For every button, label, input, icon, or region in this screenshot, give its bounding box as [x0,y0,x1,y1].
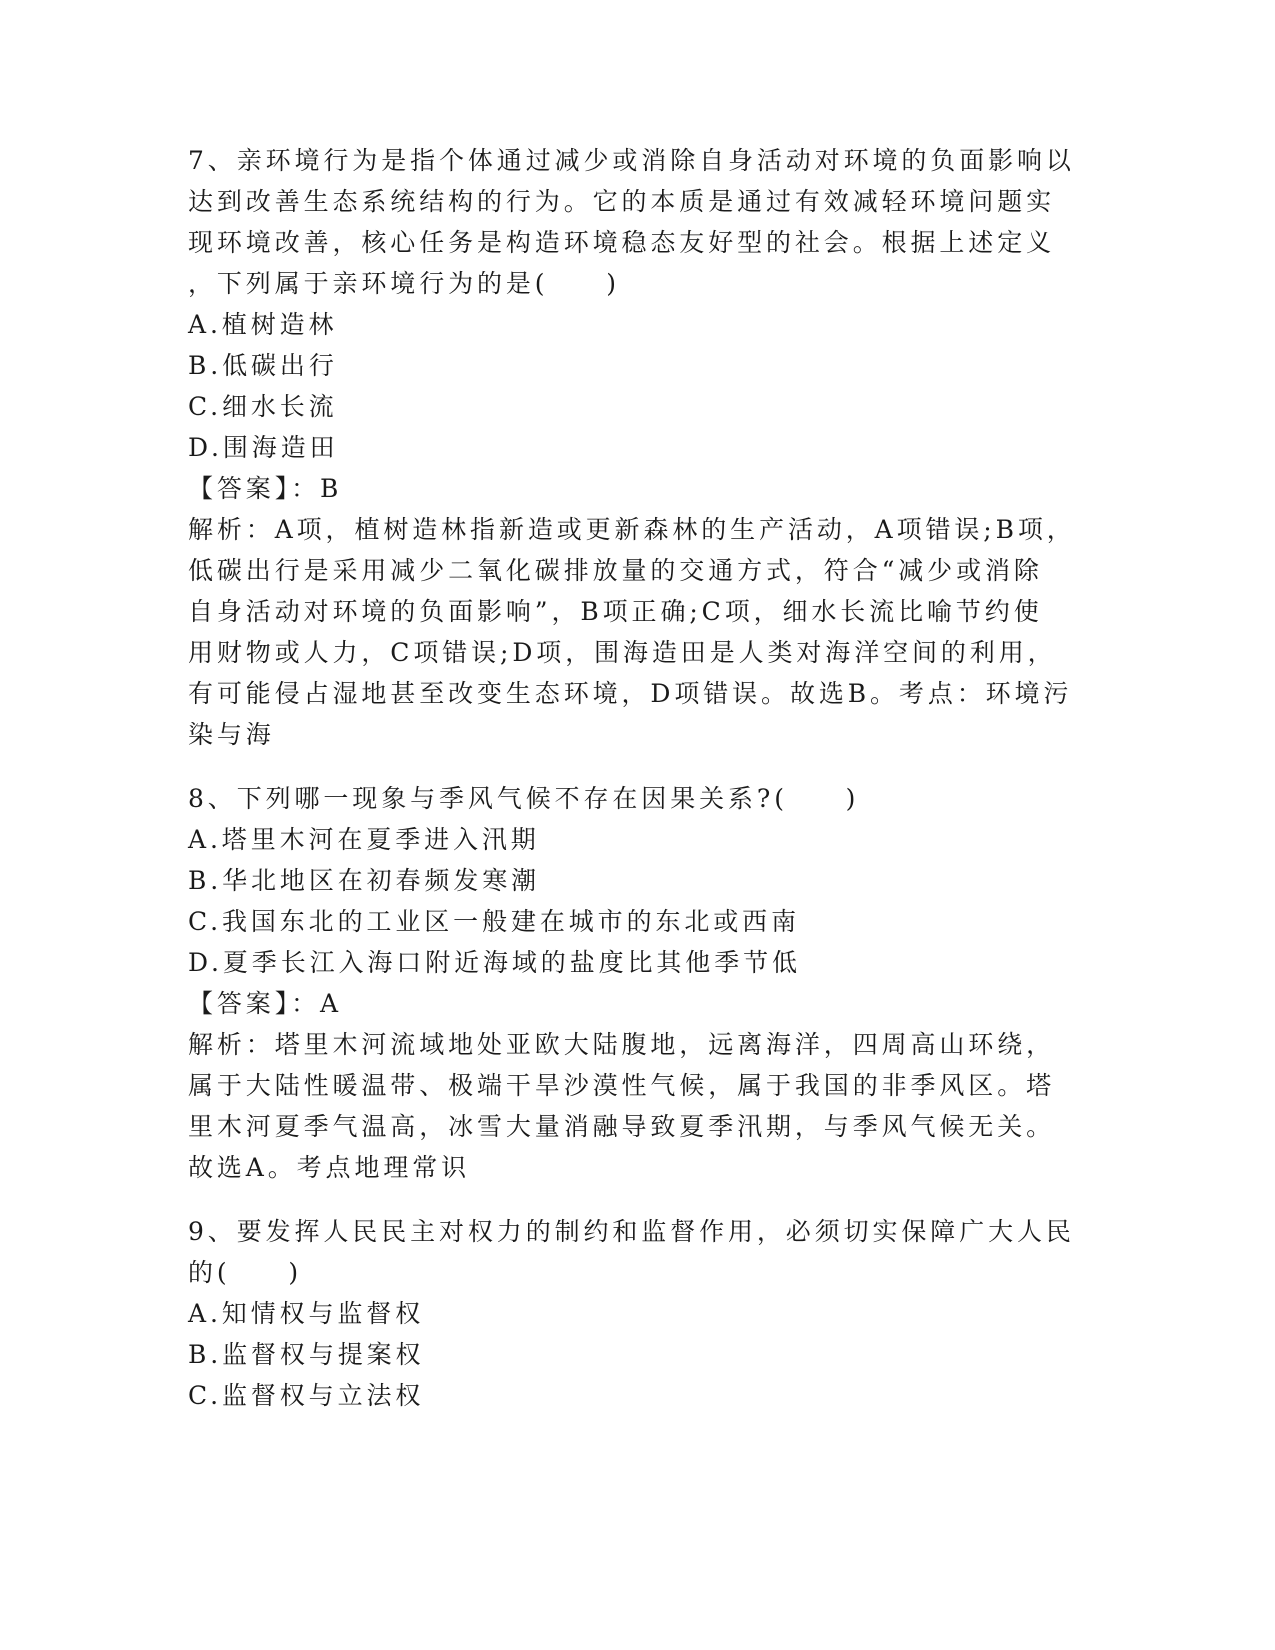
q7-option-c: C.细水长流 [188,392,338,421]
q7-stem-line: ，下列属于亲环境行为的是( ) [188,269,620,298]
q8-analysis-line: 里木河夏季气温高，冰雪大量消融导致夏季汛期，与季风气候无关。 [188,1112,1056,1141]
q8-answer: 【答案】：A [188,989,342,1018]
q7-analysis-line: 染与海 [188,720,275,749]
q9-stem-line: 的( ) [188,1258,303,1287]
q7-analysis-line: 解析：A项，植树造林指新造或更新森林的生产活动，A项错误;B项， [188,515,1076,544]
q9-option-a: A.知情权与监督权 [188,1299,425,1328]
q7-analysis-line: 自身活动对环境的负面影响”，B项正确;C项，细水长流比喻节约使 [188,597,1043,626]
q7-analysis-line: 用财物或人力，C项错误;D项，围海造田是人类对海洋空间的利用， [188,638,1057,667]
q8-option-a: A.塔里木河在夏季进入汛期 [188,825,540,854]
q7-option-d: D.围海造田 [188,433,339,462]
q7-stem-line: 达到改善生态系统结构的行为。它的本质是通过有效减轻环境问题实 [188,187,1056,216]
q8-stem-line: 8、下列哪一现象与季风气候不存在因果关系?( ) [188,784,860,813]
q7-analysis-line: 有可能侵占湿地甚至改变生态环境，D项错误。故选B。考点：环境污 [188,679,1073,708]
q8-option-d: D.夏季长江入海口附近海域的盐度比其他季节低 [188,948,801,977]
q7-stem-line: 现环境改善，核心任务是构造环境稳态友好型的社会。根据上述定义 [188,228,1056,257]
q8-option-c: C.我国东北的工业区一般建在城市的东北或西南 [188,907,800,936]
q9-stem-line: 9、要发挥人民民主对权力的制约和监督作用，必须切实保障广大人民 [188,1217,1075,1246]
q9-option-b: B.监督权与提案权 [188,1340,425,1369]
q8-option-b: B.华北地区在初春频发寒潮 [188,866,541,895]
q8-analysis-line: 解析：塔里木河流域地处亚欧大陆腹地，远离海洋，四周高山环绕， [188,1030,1056,1059]
q7-stem-line: 7、亲环境行为是指个体通过减少或消除自身活动对环境的负面影响以 [188,146,1075,175]
q8-analysis-line: 故选A。考点地理常识 [188,1153,471,1182]
q7-answer: 【答案】：B [188,474,343,503]
q9-option-c: C.监督权与立法权 [188,1381,425,1410]
q7-analysis-line: 低碳出行是采用减少二氧化碳排放量的交通方式，符合“减少或消除 [188,556,1043,585]
q7-option-b: B.低碳出行 [188,351,338,380]
q7-option-a: A.植树造林 [188,310,338,339]
q8-analysis-line: 属于大陆性暖温带、极端干旱沙漠性气候，属于我国的非季风区。塔 [188,1071,1056,1100]
